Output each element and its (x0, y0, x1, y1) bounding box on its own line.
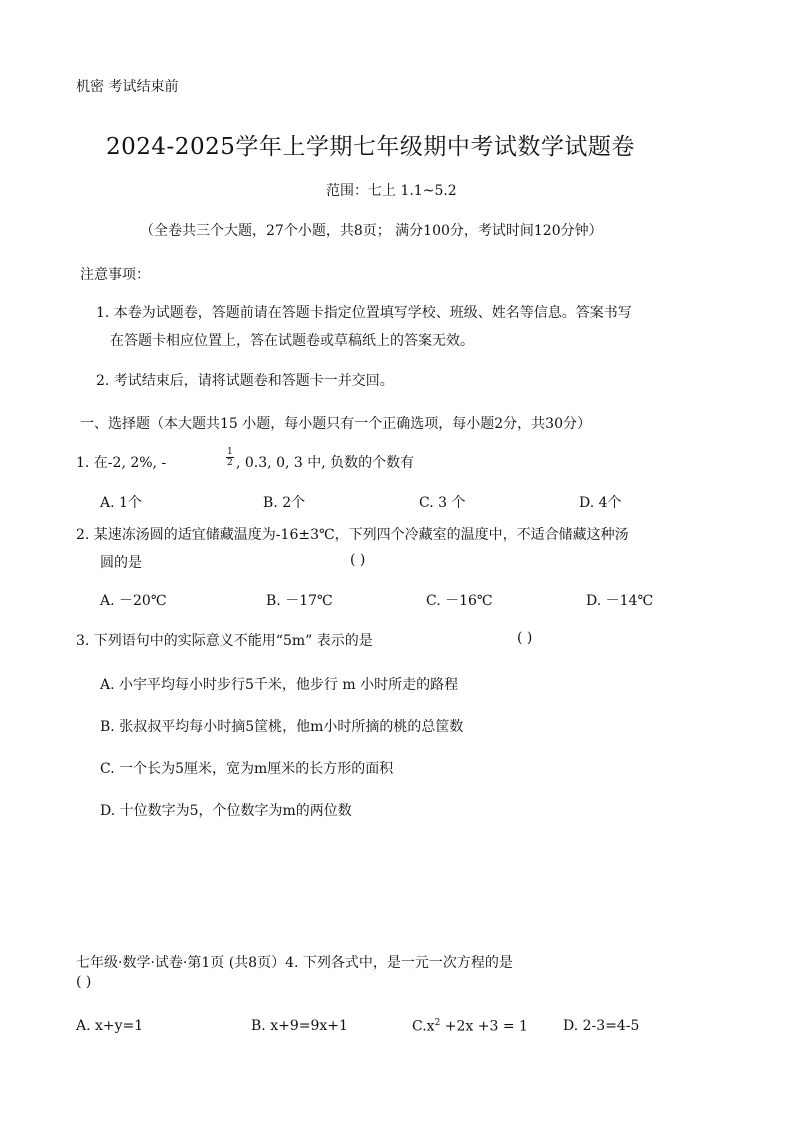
question-1-suffix: , 0.3, 0, 3 中, 负数的个数有 (236, 455, 415, 471)
question-4-option-b[interactable]: B. x+9=9x+1 (251, 1018, 348, 1034)
question-1-option-d[interactable]: D. 4个 (579, 495, 622, 511)
exam-summary: （全卷共三个大题，27个小题，共8页； 满分100分，考试时间120分钟） (140, 223, 603, 239)
question-3-stem: 3. 下列语句中的实际意义不能用“5m” 表示的是 (76, 633, 373, 649)
answer-parentheses: ( ) (76, 974, 92, 990)
note-item-1-line-1: 1. 本卷为试题卷，答题前请在答题卡指定位置填写学校、班级、姓名等信息。答案书写 (96, 305, 632, 321)
question-4-option-c[interactable] (412, 1018, 528, 1035)
question-1-option-c[interactable]: C. 3 个 (419, 495, 466, 511)
exponent: 2 (434, 1018, 441, 1028)
question-3-option-a[interactable]: A. 小宇平均每小时步行5千米，他步行 m 小时所走的路程 (100, 677, 459, 693)
exam-scope: 范围：七上 1.1~5.2 (326, 183, 457, 199)
question-3-option-c[interactable]: C. 一个长为5厘米，宽为m厘米的长方形的面积 (100, 761, 394, 777)
question-1-option-b[interactable]: B. 2个 (263, 495, 306, 511)
question-4-option-d[interactable]: D. 2-3=4-5 (563, 1018, 640, 1034)
answer-parentheses: ( ) (350, 552, 366, 568)
question-2-option-c[interactable]: C. －16℃ (426, 593, 493, 609)
note-item-1-line-2: 在答题卡相应位置上，答在试题卷或草稿纸上的答案无效。 (110, 333, 474, 349)
option-c-rest: +2x +3 = 1 (440, 1018, 528, 1035)
answer-parentheses: ( ) (517, 630, 533, 646)
question-2-line-1: 2. 某速冻汤圆的适宜储藏温度为-16±3℃，下列四个冷藏室的温度中，不适合储藏这种汤 (76, 527, 629, 543)
page-footer-and-question-4: 七年级·数学·试卷·第1页 (共8页）4. 下列各式中，是一元一次方程的是 (76, 955, 513, 971)
confidential-label: 机密 考试结束前 (76, 79, 179, 95)
question-2-line-2: 圆的是 (100, 555, 142, 571)
fraction-numerator: 1 (227, 447, 233, 457)
question-3-option-b[interactable]: B. 张叔叔平均每小时摘5筐桃，他m小时所摘的桃的总筐数 (100, 719, 464, 735)
question-4-option-a[interactable]: A. x+y=1 (76, 1018, 144, 1034)
question-2-option-d[interactable]: D. －14℃ (586, 593, 654, 609)
option-c-base: C.x (412, 1018, 435, 1035)
section-heading: 一、选择题（本大题共15 小题，每小题只有一个正确选项，每小题2分，共30分） (80, 416, 591, 432)
page-title: 2024-2025学年上学期七年级期中考试数学试题卷 (106, 134, 635, 160)
question-2-option-a[interactable]: A. －20℃ (100, 593, 167, 609)
question-1-option-a[interactable]: A. 1个 (100, 495, 142, 511)
question-3-option-d[interactable]: D. 十位数字为5，个位数字为m的两位数 (100, 803, 352, 819)
question-2-option-b[interactable]: B. －17℃ (266, 593, 333, 609)
fraction-denominator: 2 (227, 458, 233, 468)
note-item-2: 2. 考试结束后，请将试题卷和答题卡一并交回。 (96, 373, 394, 389)
question-1-prefix: 1. 在-2, 2%, - (76, 455, 167, 471)
notes-heading: 注意事项： (80, 267, 150, 283)
fraction-one-half (226, 447, 234, 468)
